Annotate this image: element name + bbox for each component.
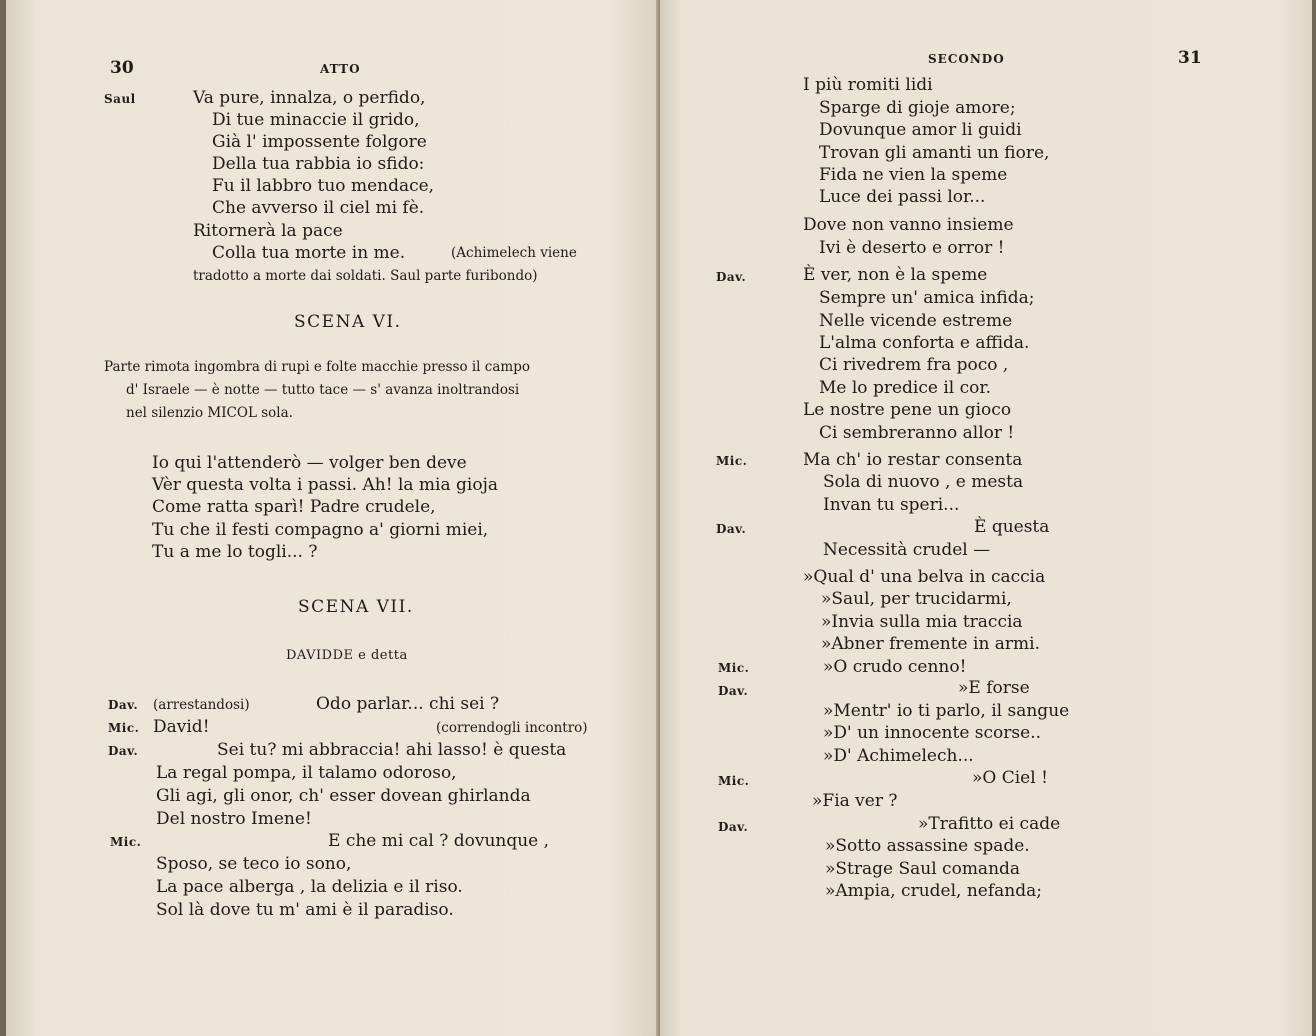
speaker-label: Dav. [716, 270, 747, 284]
verse-line: »Fia ver ? [812, 791, 898, 811]
verse-line: »D' Achimelech... [823, 746, 974, 766]
verse-line: Ma ch' io restar consenta [803, 450, 1023, 470]
scene-heading: SCENA VII. [298, 597, 414, 617]
verse-line: Necessità crudel — [823, 540, 991, 560]
stage-direction: (arrestandosi) [153, 697, 250, 713]
verse-line: Sola di nuovo , e mesta [823, 472, 1024, 492]
verse-line: Fida ne vien la speme [819, 165, 1008, 185]
verse-line: Colla tua morte in me. [212, 243, 406, 263]
speaker-label: Saul [104, 92, 136, 106]
verse-line: Fu il labbro tuo mendace, [212, 176, 435, 196]
verse-line: »Strage Saul comanda [825, 859, 1021, 879]
speaker-label: Mic. [718, 661, 750, 675]
verse-line: La pace alberga , la delizia e il riso. [156, 877, 463, 897]
verse-line: »Qual d' una belva in caccia [803, 567, 1046, 587]
verse-line: Già l' impossente folgore [212, 132, 427, 152]
scene-description: Parte rimota ingombra di rupi e folte macchie presso il campo [104, 359, 530, 375]
verse-line: Dovunque amor li guidi [819, 120, 1022, 140]
verse-line: I più romiti lidi [803, 75, 933, 95]
verse-line: »E forse [958, 678, 1030, 698]
verse-line: »Trafitto ei cade [918, 814, 1061, 834]
verse-line: Ci sembreranno allor ! [819, 423, 1015, 443]
verse-line: Trovan gli amanti un fiore, [819, 143, 1050, 163]
verse-line: La regal pompa, il talamo odoroso, [156, 763, 457, 783]
verse-line: Ivi è deserto e orror ! [819, 238, 1005, 258]
speaker-label: Dav. [716, 522, 747, 536]
speaker-label: Mic. [718, 774, 750, 788]
speaker-label: Mic. [110, 835, 142, 849]
verse-line: »Mentr' io ti parlo, il sangue [823, 701, 1070, 721]
page-number: 30 [110, 58, 134, 78]
verse-line: »Saul, per trucidarmi, [821, 589, 1012, 609]
verse-line: Vèr questa volta i passi. Ah! la mia gioja [152, 475, 498, 495]
speaker-label: Dav. [718, 820, 749, 834]
verse-line: »Abner fremente in armi. [821, 634, 1041, 654]
verse-line: Ci rivedrem fra poco , [819, 355, 1009, 375]
scene-description: DAVIDDE e detta [286, 648, 408, 663]
left-page [6, 0, 658, 1036]
verse-line: Nelle vicende estreme [819, 311, 1013, 331]
verse-line: Ritornerà la pace [193, 221, 343, 241]
verse-line: Le nostre pene un gioco [803, 400, 1012, 420]
scene-heading: SCENA VI. [294, 312, 402, 332]
verse-line: E che mi cal ? dovunque , [328, 831, 550, 851]
verse-line: »D' un innocente scorse.. [823, 723, 1042, 743]
speaker-label: Mic. [716, 454, 748, 468]
running-head: SECONDO [928, 52, 1005, 66]
verse-line: L'alma conforta e affida. [819, 333, 1030, 353]
verse-line: Me lo predice il cor. [819, 378, 992, 398]
verse-line: Sposo, se teco io sono, [156, 854, 352, 874]
verse-line: Tu che il festi compagno a' giorni miei, [152, 520, 489, 540]
verse-line: »Sotto assassine spade. [825, 836, 1030, 856]
verse-line: Io qui l'attenderò — volger ben deve [152, 453, 467, 473]
verse-line: »O Ciel ! [972, 768, 1048, 788]
verse-line: Di tue minaccie il grido, [212, 110, 420, 130]
verse-line: Invan tu speri... [823, 495, 960, 515]
stage-direction: (correndogli incontro) [436, 720, 588, 736]
verse-line: »Ampia, crudel, nefanda; [825, 881, 1042, 901]
verse-line: Dove non vanno insieme [803, 215, 1014, 235]
verse-line: Che avverso il ciel mi fè. [212, 198, 425, 218]
verse-line: Sempre un' amica infida; [819, 288, 1035, 308]
stage-direction: tradotto a morte dai soldati. Saul parte furibondo) [193, 268, 538, 284]
verse-line: Del nostro Imene! [156, 809, 312, 829]
verse-line: Sparge di gioje amore; [819, 98, 1016, 118]
speaker-label: Mic. [108, 721, 140, 735]
page-number: 31 [1178, 48, 1202, 68]
scene-description: nel silenzio MICOL sola. [126, 405, 293, 421]
verse-line: Odo parlar... chi sei ? [316, 694, 500, 714]
verse-line: Sol là dove tu m' ami è il paradiso. [156, 900, 454, 920]
verse-line: »Invia sulla mia traccia [821, 612, 1023, 632]
verse-line: È questa [974, 517, 1050, 537]
verse-line: Della tua rabbia io sfido: [212, 154, 425, 174]
running-head: ATTO [320, 62, 361, 76]
right-page [660, 0, 1312, 1036]
speaker-label: Dav. [108, 744, 139, 758]
verse-line: Luce dei passi lor... [819, 187, 986, 207]
verse-line: David! [153, 717, 210, 737]
verse-line: È ver, non è la speme [803, 265, 988, 285]
verse-line: Gli agi, gli onor, ch' esser dovean ghirlanda [156, 786, 531, 806]
scene-description: d' Israele — è notte — tutto tace — s' avanza inoltrandosi [126, 382, 520, 398]
verse-line: Sei tu? mi abbraccia! ahi lasso! è questa [217, 740, 567, 760]
verse-line: Tu a me lo togli... ? [152, 542, 318, 562]
speaker-label: Dav. [718, 684, 749, 698]
verse-line: Come ratta sparì! Padre crudele, [152, 497, 436, 517]
verse-line: Va pure, innalza, o perfido, [193, 88, 426, 108]
speaker-label: Dav. [108, 698, 139, 712]
verse-line: »O crudo cenno! [823, 657, 967, 677]
stage-direction: (Achimelech viene [451, 245, 577, 261]
